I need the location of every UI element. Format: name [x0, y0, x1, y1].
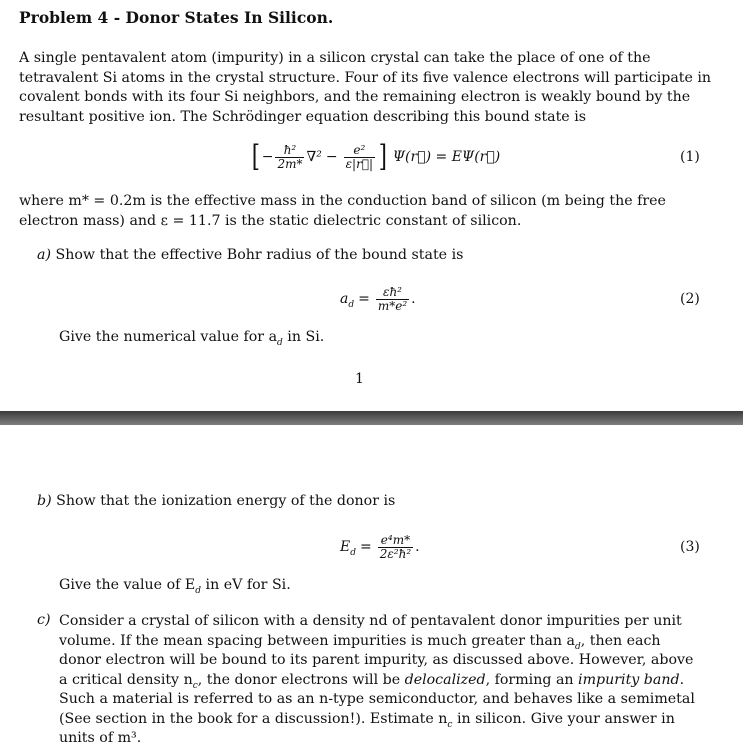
- delocalized-term: delocalized: [404, 671, 486, 688]
- minus-sign: −: [261, 149, 274, 165]
- part-a-label: a): [37, 247, 51, 263]
- equation-3-number: (3): [680, 539, 700, 555]
- part-a-give: Give the numerical value for $a_d$ in Si.: [59, 329, 325, 348]
- equation-2: [340, 280, 416, 318]
- part-b-question: [37, 493, 395, 509]
- part-c-label: c): [37, 612, 51, 628]
- nabla-squared: ∇²: [306, 149, 322, 165]
- intro-paragraph: A single pentavalent atom (impurity) in a silicon crystal can take the place of one of the tetravalent Si atoms in the crystal structure. Four of its five valence electrons will participate in covalent bonds with its four Si neighbors, and the remaining electron is weakly bound by the resultant positive ion. The Schrödinger equation describing this bound state is: [19, 50, 712, 125]
- minus-sign-2: −: [325, 149, 338, 165]
- part-c-text: Consider a crystal of silicon with a density nd of pentavalent donor impurities per unit volume. If the mean spacing between impurities is much greater than $a_d$, then each donor electron will be bound to its parent impurity, as discussed above. However, above a critical density $n_c$, the donor electrons will be delocalized, forming an impurity band. Such a material is referred to as an n-type semiconductor, and behaves like a semimetal (See section in the book for a discussion!). Estimate $n_c$ in silicon. Give your answer in units of m³.: [59, 613, 695, 746]
- equation-2-number: (2): [680, 291, 700, 307]
- kinetic-fraction: [275, 144, 304, 171]
- ionization-numerator: e⁴m*: [380, 532, 411, 547]
- ionization-denominator: 2ε²ħ²: [379, 546, 412, 561]
- period: .: [415, 539, 420, 555]
- bohr-radius-fraction: [376, 286, 409, 313]
- bohr-denominator: m*e²: [377, 298, 408, 313]
- part-a-text: Show that the effective Bohr radius of the bound state is: [55, 247, 464, 263]
- equals-sign: =: [358, 291, 370, 307]
- equation-3: [340, 528, 420, 566]
- coulomb-fraction: [344, 144, 375, 171]
- period: .: [411, 291, 416, 307]
- hbar-squared: ħ²: [283, 142, 297, 157]
- page-number: 1: [355, 371, 364, 387]
- ad-symbol: $a_d$: [340, 291, 355, 310]
- problem-title: Problem 4 - Donor States In Silicon.: [19, 8, 334, 27]
- part-b-give: Give the value of $E_d$ in eV for Si.: [59, 577, 291, 596]
- right-bracket: ]: [378, 139, 388, 174]
- equation-1-number: (1): [680, 149, 700, 165]
- equation-1: [250, 137, 500, 177]
- part-b-label: b): [37, 493, 52, 509]
- equals-sign: =: [360, 539, 372, 555]
- e-squared: e²: [353, 142, 366, 157]
- part-b-text: Show that the ionization energy of the donor is: [56, 493, 396, 509]
- equation-rhs: Ψ(r⃗) = EΨ(r⃗): [392, 149, 501, 165]
- eps-r: ε|r⃗|: [345, 156, 374, 171]
- bohr-numerator: εħ²: [383, 284, 402, 299]
- impurity-band-term: impurity band: [578, 671, 680, 688]
- two-mstar: 2m*: [277, 156, 303, 171]
- ionization-fraction: [378, 534, 413, 561]
- where-paragraph: where m* = 0.2m is the effective mass in the conduction band of silicon (m being the free electron mass) and ε = 11.7 is the static dielectric constant of silicon.: [19, 193, 666, 229]
- part-a-question: [37, 247, 463, 263]
- left-bracket: [: [251, 139, 260, 174]
- page-separator: [0, 411, 743, 425]
- ed-symbol: $E_d$: [340, 539, 356, 558]
